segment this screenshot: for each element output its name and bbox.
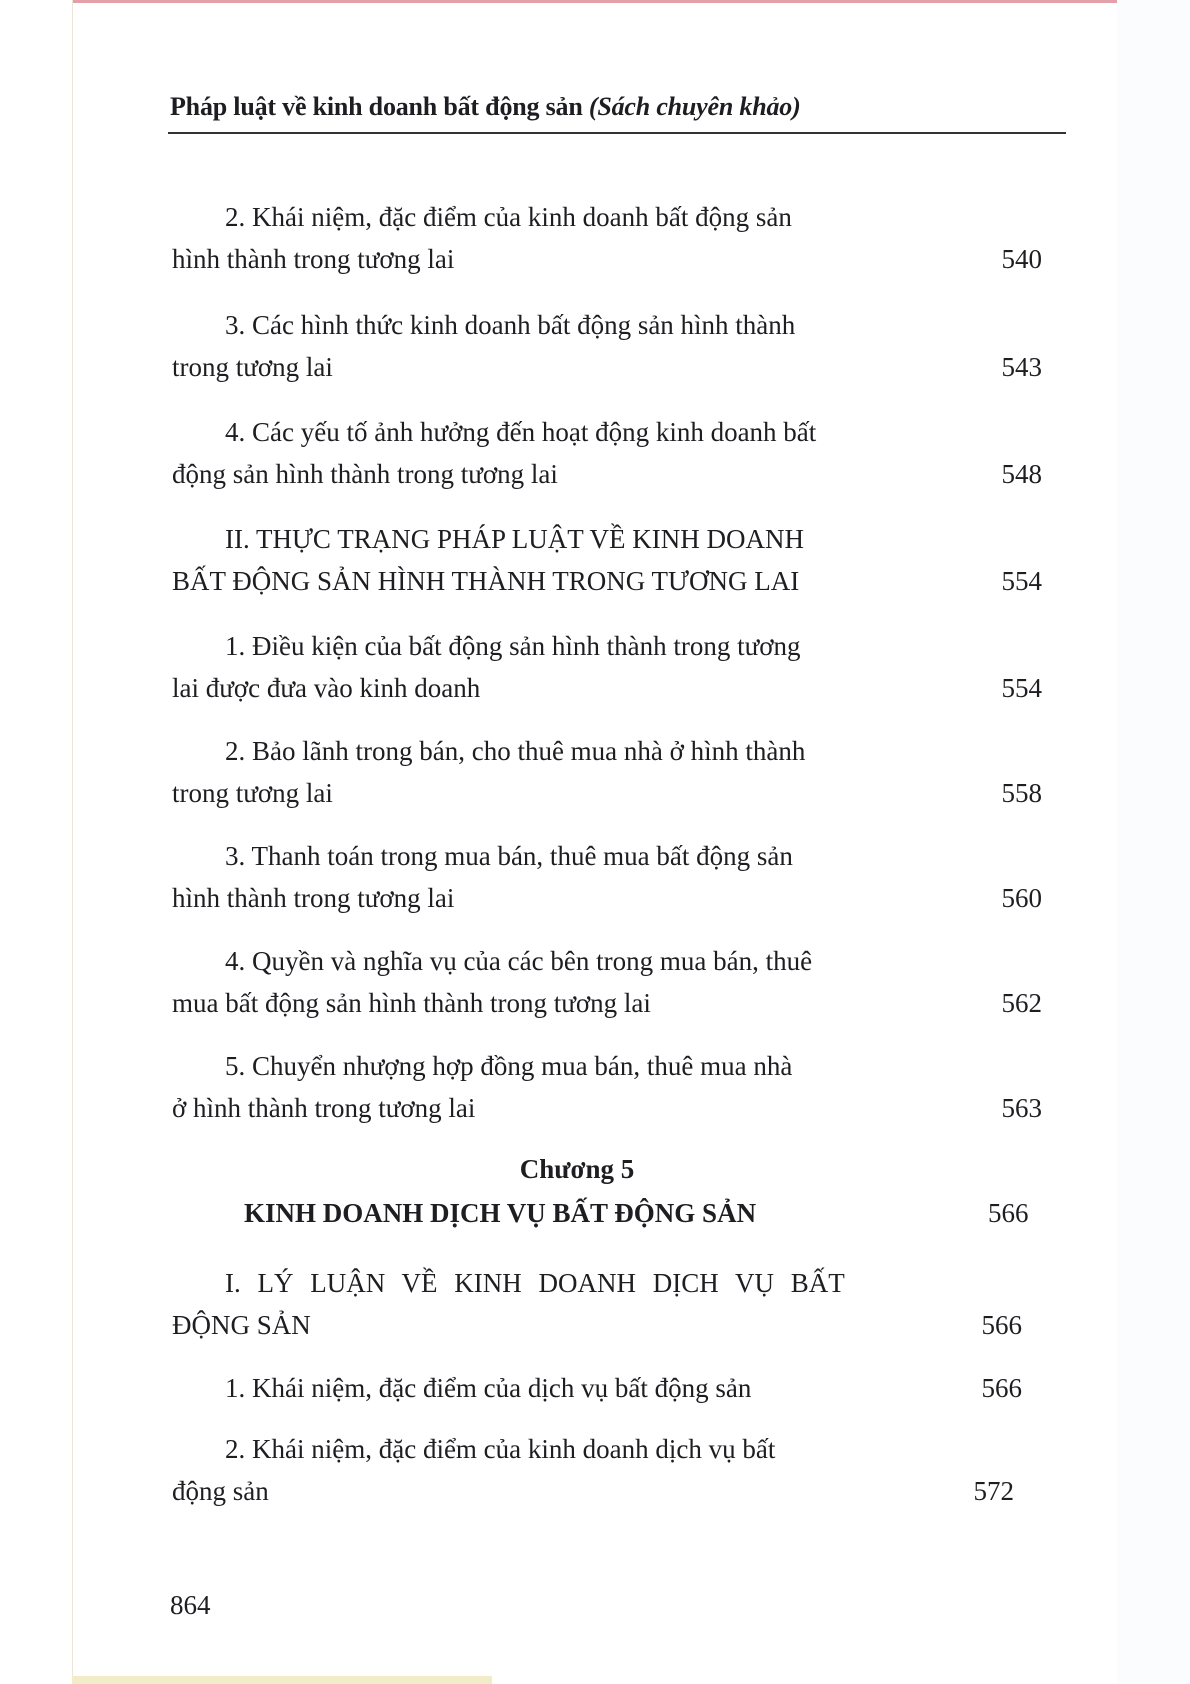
toc-page-number: 562 xyxy=(1001,988,1042,1018)
toc-page-number: 566 xyxy=(981,1310,1022,1340)
toc-section-entry[interactable]: I. LÝ LUẬN VỀ KINH DOANH DỊCH VỤ BẤT ĐỘNG SẢN 566 xyxy=(172,1262,1042,1346)
toc-page-number: 543 xyxy=(1001,352,1042,382)
toc-page-number: 572 xyxy=(973,1476,1014,1506)
chapter-label: Chương 5 xyxy=(519,1154,635,1184)
toc-entry[interactable]: 1. Điều kiện của bất động sản hình thành trong tương lai được đưa vào kinh doanh 554 xyxy=(172,625,1042,709)
toc-page-number: 554 xyxy=(1001,673,1042,703)
page-left-edge xyxy=(72,0,73,1684)
toc-section-entry[interactable]: II. THỰC TRẠNG PHÁP LUẬT VỀ KINH DOANH BẤT ĐỘNG SẢN HÌNH THÀNH TRONG TƯƠNG LAI 554 xyxy=(172,518,1042,602)
toc-entry[interactable]: 2. Khái niệm, đặc điểm của kinh doanh bất động sản hình thành trong tương lai 540 xyxy=(172,196,1042,280)
toc-entry[interactable]: 5. Chuyển nhượng hợp đồng mua bán, thuê mua nhà ở hình thành trong tương lai 563 xyxy=(172,1045,1042,1129)
running-head-title: Pháp luật về kinh doanh bất động sản xyxy=(170,92,583,121)
toc-page-number: 548 xyxy=(1001,459,1042,489)
running-head xyxy=(170,92,801,122)
toc-page-number: 554 xyxy=(1001,566,1042,596)
toc-entry[interactable]: 4. Các yếu tố ảnh hưởng đến hoạt động kinh doanh bất động sản hình thành trong tương lai 548 xyxy=(172,411,1042,495)
toc-entry[interactable]: 3. Các hình thức kinh doanh bất động sản hình thành trong tương lai 543 xyxy=(172,304,1042,388)
page-bottom-edge xyxy=(72,1676,492,1684)
toc-entry[interactable]: 4. Quyền và nghĩa vụ của các bên trong mua bán, thuê mua bất động sản hình thành trong tương lai 562 xyxy=(172,940,1042,1024)
toc-page-number: 558 xyxy=(1001,778,1042,808)
toc-page-number: 540 xyxy=(1001,244,1042,274)
header-rule xyxy=(168,132,1066,134)
running-head-subtitle: (Sách chuyên khảo) xyxy=(588,92,801,121)
scan-margin xyxy=(1117,0,1190,1684)
page-top-edge xyxy=(72,0,1117,3)
toc-page-number: 566 xyxy=(981,1373,1022,1403)
toc-page-number: 563 xyxy=(1001,1093,1042,1123)
toc-page-number: 560 xyxy=(1001,883,1042,913)
chapter-title[interactable]: KINH DOANH DỊCH VỤ BẤT ĐỘNG SẢN xyxy=(244,1198,757,1228)
toc-entry[interactable]: 2. Bảo lãnh trong bán, cho thuê mua nhà ở hình thành trong tương lai 558 xyxy=(172,730,1042,814)
toc-entry[interactable]: 1. Khái niệm, đặc điểm của dịch vụ bất động sản 566 xyxy=(172,1367,1042,1409)
page-number: 864 xyxy=(170,1590,211,1620)
toc-entry[interactable]: 3. Thanh toán trong mua bán, thuê mua bất động sản hình thành trong tương lai 560 xyxy=(172,835,1042,919)
toc-page-number: 566 xyxy=(988,1198,1029,1228)
toc-entry[interactable]: 2. Khái niệm, đặc điểm của kinh doanh dịch vụ bất động sản 572 xyxy=(172,1428,1042,1512)
